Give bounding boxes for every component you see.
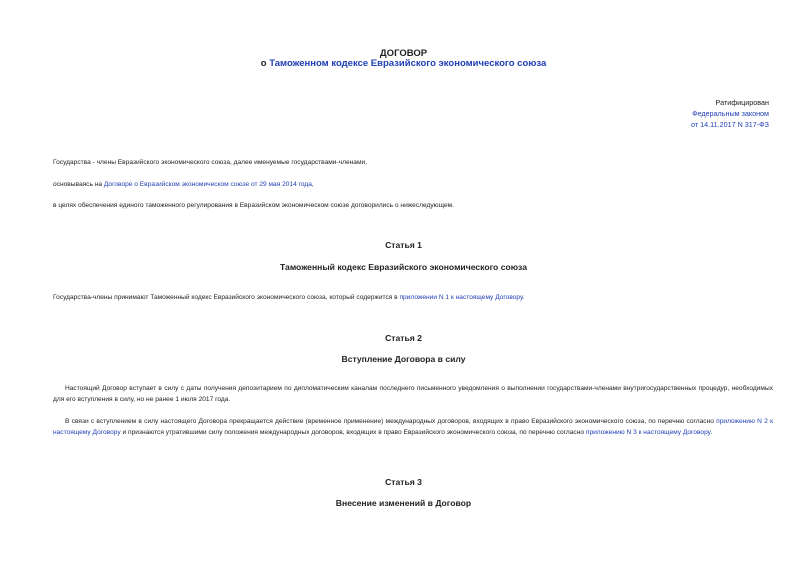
article-1-number: Статья 1 <box>385 240 422 250</box>
article-3-title: Внесение изменений в Договор <box>335 498 472 508</box>
annex-2-link[interactable]: приложению N 2 к настоящему Договору <box>53 418 773 436</box>
federal-law-link[interactable]: Федеральным законом <box>692 109 769 118</box>
preamble-p2-prefix: основываясь на <box>53 181 104 188</box>
preamble-paragraph-2 <box>53 179 773 190</box>
article-2-paragraph-2 <box>53 416 773 438</box>
preamble-p2-suffix: , <box>311 181 314 188</box>
article-2-number: Статья 2 <box>385 333 422 343</box>
ratification-line: Ратифицирован <box>715 98 769 107</box>
document-title: ДОГОВОР <box>379 48 428 59</box>
document-subtitle <box>0 58 807 69</box>
federal-law-date-link[interactable]: от 14.11.2017 N 317-ФЗ <box>691 120 769 129</box>
article-2-p2-c: . <box>710 429 713 436</box>
article-3-number: Статья 3 <box>385 477 422 487</box>
customs-code-link[interactable]: Таможенном кодексе Евразийского экономического союза <box>269 58 547 69</box>
article-1-text <box>53 292 773 303</box>
article-2-paragraph-1: Настоящий Договор вступает в силу с даты получения депозитарием по дипломатическим каналам последнего письменного уведомления о выполнении государствами-членами внутригосударственных процедур, необходимых для его вступления в силу, но не ранее 1 июля 2017 года. <box>53 385 773 403</box>
article-2-title: Вступление Договора в силу <box>341 354 466 364</box>
annex-1-link[interactable]: приложении N 1 к настоящему Договору <box>399 294 523 301</box>
preamble-paragraph-3: в целях обеспечения единого таможенного регулирования в Евразийском экономическом союзе договорились о нижеследующем. <box>53 202 454 209</box>
article-2-p2-b: и признаются утратившими силу положения международных договоров, входящих в право Евразийского экономического союза, по перечню согласно <box>120 429 586 436</box>
article-1-text-prefix: Государства-члены принимают Таможенный кодекс Евразийского экономического союза, который содержится в <box>53 294 400 301</box>
eaeu-treaty-link[interactable]: Договоре о Евразийском экономическом союзе от 29 мая 2014 года <box>103 181 312 188</box>
article-2-p2-a: В связи с вступлением в силу настоящего Договора прекращается действие (временное применение) международных договоров, входящих в право Евразийского экономического союза, по перечню согласно <box>65 418 717 425</box>
article-1-title: Таможенный кодекс Евразийского экономического союза <box>280 262 527 272</box>
subtitle-prefix: о <box>260 58 270 69</box>
preamble-paragraph-1: Государства - члены Евразийского экономического союза, далее именуемые государствами-членами, <box>53 159 367 166</box>
ratification-note <box>691 97 769 130</box>
annex-3-link[interactable]: приложению N 3 к настоящему Договору <box>585 429 711 436</box>
article-1-text-suffix: . <box>522 294 525 301</box>
